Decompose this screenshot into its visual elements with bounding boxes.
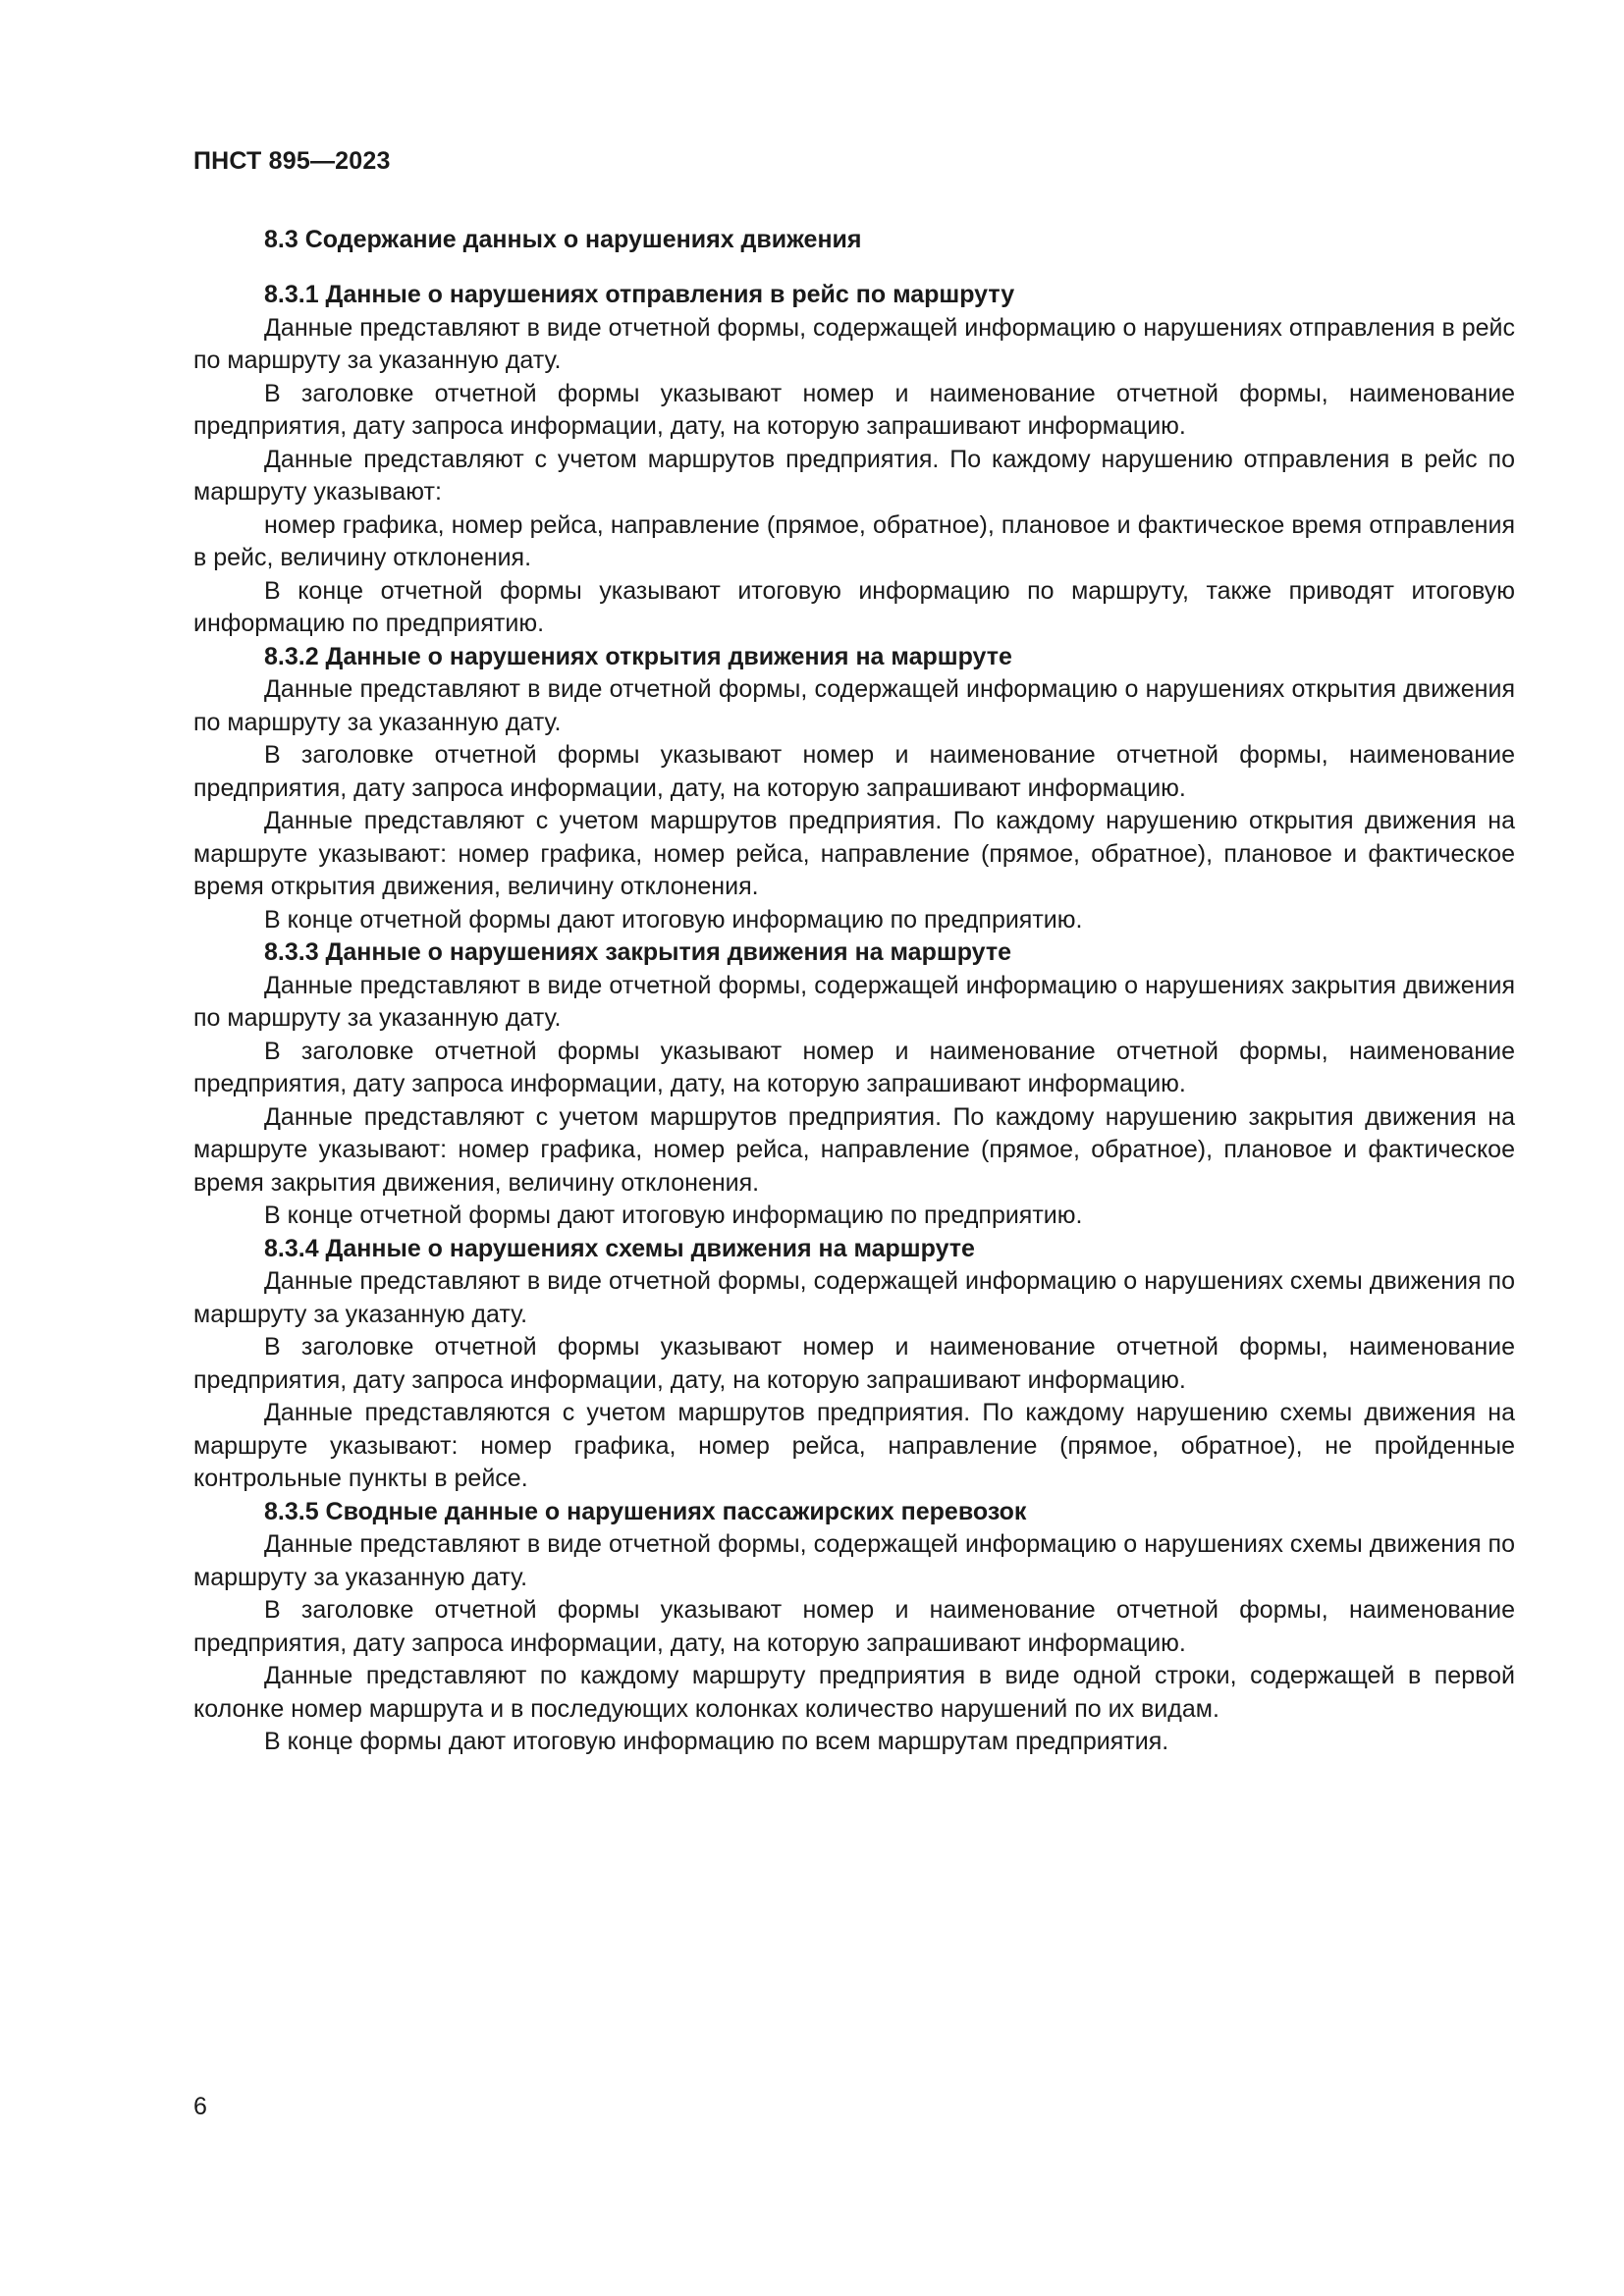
subsection-title: 8.3.5 Сводные данные о нарушениях пассажирских перевозок [264, 1497, 1027, 1525]
paragraph: Данные представляют с учетом маршрутов предприятия. По каждому нарушению закрытия движения на маршруте указывают: номер графика, номер рейса, направление (прямое, обратное), плановое и фактическое время закрытия движения, величину отклонения. [193, 1102, 1515, 1197]
paragraph: В конце отчетной формы указывают итоговую информацию по маршруту, также приводят итоговую информацию по предприятию. [193, 576, 1515, 637]
paragraph: В заголовке отчетной формы указывают номер и наименование отчетной формы, наименование предприятия, дату запроса информации, дату, на которую запрашивают информацию. [193, 741, 1515, 802]
paragraph: Данные представляют с учетом маршрутов предприятия. По каждому нарушению открытия движения на маршруте указывают: номер графика, номер рейса, направление (прямое, обратное), плановое и фактическое время открытия движения, величину отклонения. [193, 807, 1515, 900]
paragraph: Данные представляют в виде отчетной формы, содержащей информацию о нарушениях отправления в рейс по маршруту за указанную дату. [193, 313, 1515, 374]
paragraph: номер графика, номер рейса, направление (прямое, обратное), плановое и фактическое время отправления в рейс, величину отклонения. [193, 510, 1515, 571]
paragraph: Данные представляются с учетом маршрутов предприятия. По каждому нарушению схемы движения на маршруте указывают: номер графика, номер рейса, направление (прямое, обратное), не пройденные контрольные пункты в рейсе. [193, 1399, 1515, 1492]
document-body [193, 224, 1515, 1759]
paragraph: В конце формы дают итоговую информацию по всем маршрутам предприятия. [264, 1728, 1169, 1755]
subsection-8-3-4 [193, 1233, 1515, 1496]
paragraph: В конце отчетной формы дают итоговую информацию по предприятию. [264, 905, 1083, 934]
paragraph: В заголовке отчетной формы указывают номер и наименование отчетной формы, наименование предприятия, дату запроса информации, дату, на которую запрашивают информацию. [193, 1037, 1515, 1097]
paragraph: В конце отчетной формы дают итоговую информацию по предприятию. [264, 1201, 1083, 1229]
paragraph: Данные представляют в виде отчетной формы, содержащей информацию о нарушениях закрытия движения по маршруту за указанную дату. [193, 971, 1515, 1032]
paragraph: В заголовке отчетной формы указывают номер и наименование отчетной формы, наименование предприятия, дату запроса информации, дату, на которую запрашивают информацию. [193, 379, 1515, 440]
subsection-title: 8.3.2 Данные о нарушениях открытия движения на маршруте [264, 642, 1012, 670]
paragraph: Данные представляют в виде отчетной формы, содержащей информацию о нарушениях схемы движения по маршруту за указанную дату. [193, 1530, 1515, 1591]
paragraph: Данные представляют в виде отчетной формы, содержащей информацию о нарушениях схемы движения по маршруту за указанную дату. [193, 1267, 1515, 1328]
paragraph: В заголовке отчетной формы указывают номер и наименование отчетной формы, наименование предприятия, дату запроса информации, дату, на которую запрашивают информацию. [193, 1596, 1515, 1657]
paragraph: В заголовке отчетной формы указывают номер и наименование отчетной формы, наименование предприятия, дату запроса информации, дату, на которую запрашивают информацию. [193, 1333, 1515, 1394]
paragraph: Данные представляют в виде отчетной формы, содержащей информацию о нарушениях открытия движения по маршруту за указанную дату. [193, 675, 1515, 736]
page-number: 6 [193, 2093, 207, 2120]
subsection-8-3-1 [193, 279, 1515, 641]
subsection-8-3-3 [193, 936, 1515, 1233]
paragraph: Данные представляют с учетом маршрутов предприятия. По каждому нарушению отправления в рейс по маршруту указывают: [193, 445, 1515, 506]
subsection-title: 8.3.3 Данные о нарушениях закрытия движения на маршруте [264, 938, 1011, 966]
subsection-8-3-2 [193, 641, 1515, 937]
subsection-8-3-5 [193, 1496, 1515, 1759]
paragraph: Данные представляют по каждому маршруту предприятия в виде одной строки, содержащей в первой колонке номер маршрута и в последующих колонках количество нарушений по их видам. [193, 1662, 1515, 1723]
document-code-header: ПНСТ 895—2023 [193, 147, 391, 175]
section-title: 8.3 Содержание данных о нарушениях движения [264, 226, 862, 253]
subsection-title: 8.3.4 Данные о нарушениях схемы движения на маршруте [264, 1234, 975, 1262]
subsection-title: 8.3.1 Данные о нарушениях отправления в рейс по маршруту [264, 281, 1015, 308]
